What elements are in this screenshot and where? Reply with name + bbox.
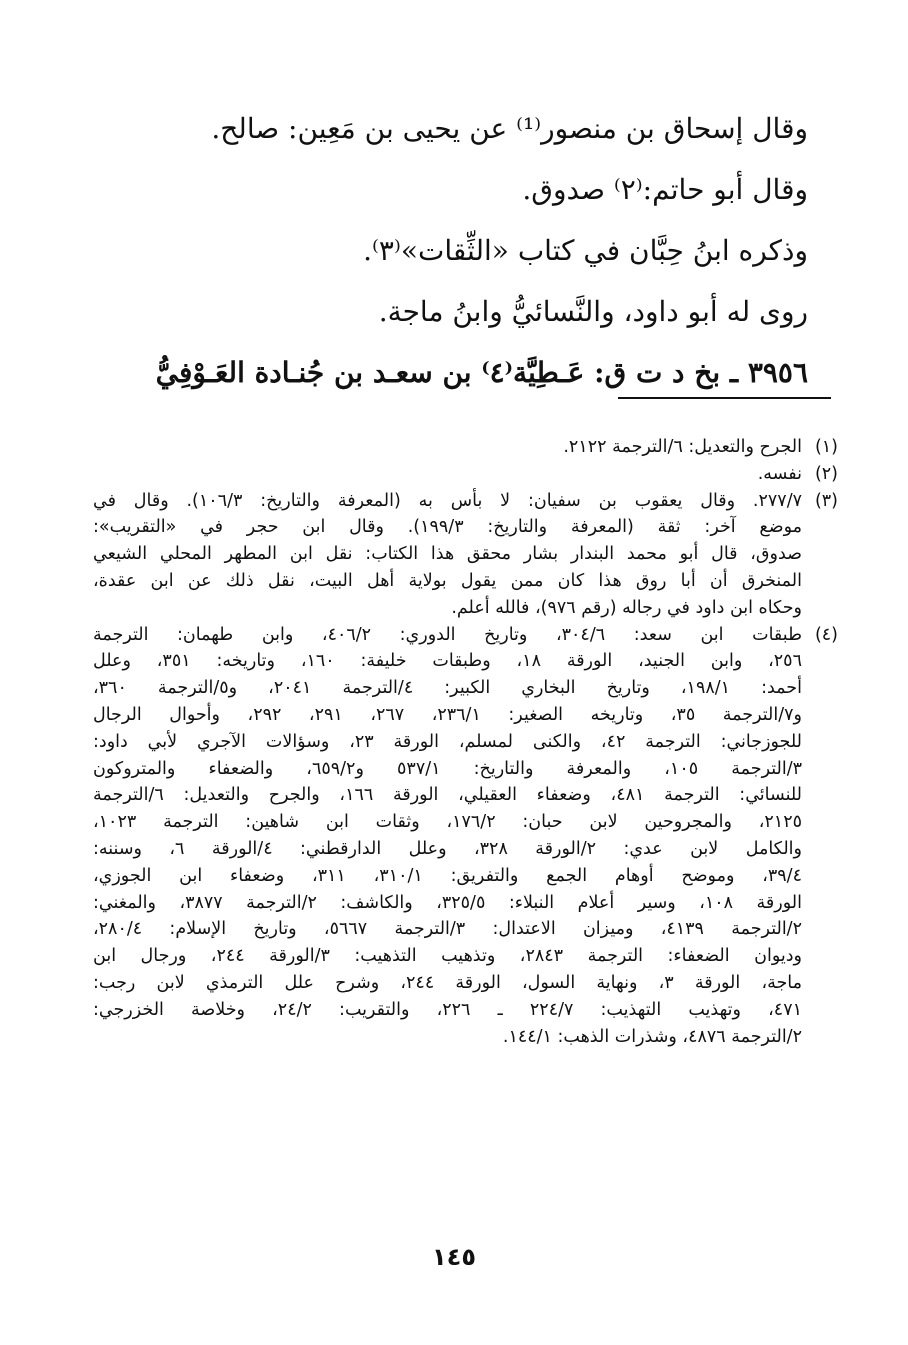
main-text xyxy=(98,98,808,403)
footnote-text xyxy=(93,622,802,1051)
footnote-3 xyxy=(93,488,838,622)
main-line: وذكره ابنُ حِبَّان في كتاب «الثِّقات»⁽٣⁾. xyxy=(363,234,808,267)
footnote-line: والكامل لابن عدي: ٢/الورقة ٣٢٨، وعلل الدارقطني: ٤/الورقة ٦، وسننه: xyxy=(93,838,802,859)
footnote-line: الجرح والتعديل: ٦/الترجمة ٢١٢٢. xyxy=(563,437,802,457)
footnote-line: ٢٧٧/٧. وقال يعقوب بن سفيان: لا بأس به (المعرفة والتاريخ: ١٠٦/٣). وقال في xyxy=(93,490,802,511)
footnote-line: أحمد: ١٩٨/١، وتاريخ البخاري الكبير: ٤/الترجمة ٢٠٤١، و٥/الترجمة ٣٦٠، xyxy=(93,678,802,699)
footnote-line: ٢/الترجمة ٤١٣٩، وميزان الاعتدال: ٣/الترجمة ٥٦٦٧، وتاريخ الإسلام: ٢٨٠/٤، xyxy=(93,919,802,940)
footnote-line: المنخرق أن أبا روق هذا كان ممن يقول بولاية أهل البيت، نقل ذلك عن ابن عقدة، xyxy=(93,570,802,591)
footnote-4 xyxy=(93,622,838,1051)
footnote-line: صدوق، قال أبو محمد البندار بشار محقق هذا الكتاب: نقل ابن المطهر المحلي الشيعي xyxy=(93,544,802,565)
footnote-line: وحكاه ابن داود في رجاله (رقم ٩٧٦)، فالله أعلم. xyxy=(451,597,802,618)
footnote-number: (٤) xyxy=(814,624,838,645)
footnote-line: و٧/الترجمة ٣٥، وتاريخه الصغير: ٢٣٦/١، ٢٦٧، ٢٩١، ٢٩٢، وأحوال الرجال xyxy=(93,704,802,725)
page-number: ١٤٥ xyxy=(432,1243,476,1271)
footnote-line: ٢٥٦، وابن الجنيد، الورقة ١٨، وطبقات خليفة: ١٦٠، وتاريخه: ٣٥١، وعلل xyxy=(93,651,802,672)
footnote-line: نفسه. xyxy=(757,463,802,484)
footnote-text xyxy=(93,434,802,461)
footnote-1 xyxy=(93,434,838,461)
footnote-line: ٣٩/٤، وموضح أوهام الجمع والتفريق: ٣١٠/١، ٣١١، وضعفاء ابن الجوزي، xyxy=(93,865,802,886)
footnote-line: وديوان الضعفاء: الترجمة ٢٨٤٣، وتذهيب التذهيب: ٣/الورقة ٢٤٤، ورجال ابن xyxy=(93,946,802,967)
footnote-line: الورقة ١٠٨، وسير أعلام النبلاء: ٣٢٥/٥، والكاشف: ٢/الترجمة ٣٨٧٧، والمغني: xyxy=(93,892,802,913)
footnotes xyxy=(93,434,838,1050)
footnote-number: (١) xyxy=(814,437,838,457)
footnote-number: (٢) xyxy=(814,463,838,484)
footnote-number: (٣) xyxy=(814,490,838,511)
footnote-line: للجوزجاني: الترجمة ٤٢، والكنى لمسلم، الورقة ٢٣، وسؤالات الآجري لأبي داود: xyxy=(93,731,802,752)
footnote-line: طبقات ابن سعد: ٣٠٤/٦، وتاريخ الدوري: ٤٠٦/٢، وابن طهمان: الترجمة xyxy=(93,624,802,645)
footnote-line: ٣/الترجمة ١٠٥، والمعرفة والتاريخ: ٥٣٧/١ و٦٥٩/٢، والضعفاء والمتروكون xyxy=(93,758,802,779)
footnote-line: ٤٧١، وتهذيب التهذيب: ٢٢٤/٧ ـ ٢٢٦، والتقريب: ٢٤/٢، وخلاصة الخزرجي: xyxy=(93,999,802,1020)
footnote-line: ماجة، الورقة ٣، ونهاية السول، الورقة ٢٤٤، وشرح علل الترمذي لابن رجب: xyxy=(93,972,802,993)
footnote-line: ٢١٢٥، والمجروحين لابن حبان: ١٧٦/٢، وثقات ابن شاهين: الترجمة ١٠٢٣، xyxy=(93,812,802,833)
footnote-line: ٢/الترجمة ٤٨٧٦، وشذرات الذهب: ١٤٤/١. xyxy=(502,1026,802,1047)
main-line: وقال أبو حاتم:⁽٢⁾ صدوق. xyxy=(522,173,808,206)
footnote-line: للنسائي: الترجمة ٤٨١، وضعفاء العقيلي، الورقة ١٦٦، والجرح والتعديل: ٦/الترجمة xyxy=(93,785,803,806)
entry-heading: ٣٩٥٦ ـ بخ د ت ق: عَـطِيَّة⁽٤⁾ بن سعـد بن جُنـادة العَـوْفِيُّ xyxy=(155,356,808,389)
main-line: روى له أبو داود، والنَّسائيُّ وابنُ ماجة. xyxy=(378,295,808,328)
footnote-text xyxy=(93,461,802,488)
footnote-text xyxy=(93,488,802,622)
footnote-line: موضع آخر: ثقة (المعرفة والتاريخ: ١٩٩/٣). وقال ابن حجر في «التقريب»: xyxy=(93,517,802,538)
footnote-separator xyxy=(618,397,831,399)
main-line: وقال إسحاق بن منصور⁽¹⁾ عن يحيى بن مَعِين: صالح. xyxy=(211,112,808,145)
footnote-2 xyxy=(93,461,838,488)
